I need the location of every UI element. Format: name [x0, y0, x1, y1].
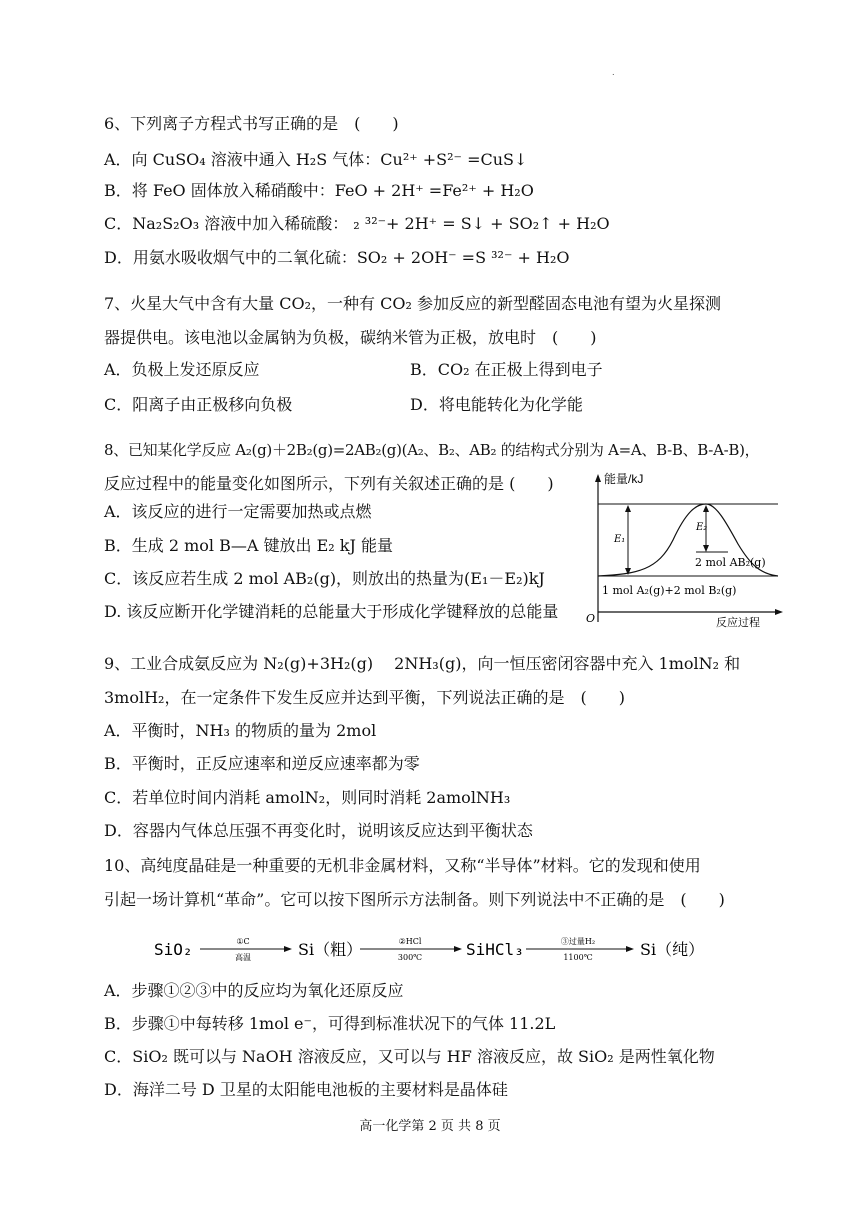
- q7-option-d: D．将电能转化为化学能: [410, 395, 583, 414]
- flow-si-crude: Si（粗）: [298, 940, 363, 959]
- flow-si-pure: Si（纯）: [640, 940, 705, 959]
- flow-sihcl3: SiHCl₃: [466, 940, 524, 959]
- graph-e2: E₂: [696, 522, 708, 533]
- q7-option-c: C．阳离子由正极移向负极: [104, 395, 293, 414]
- q9-stem-2: 3molH₂，在一定条件下发生反应并达到平衡，下列说法正确的是 ( ): [104, 688, 625, 707]
- q10-option-a: A．步骤①②③中的反应均为氧化还原反应: [104, 981, 404, 1000]
- graph-origin: O: [586, 612, 596, 625]
- q8-stem-2: 反应过程中的能量变化如图所示，下列有关叙述正确的是 ( ): [104, 474, 554, 493]
- q9-stem-1: 9、工业合成氨反应为 N₂(g)+3H₂(g) 2NH₃(g)，向一恒压密闭容器中充入 1molN₂ 和: [104, 654, 741, 673]
- q6-option-b: B．将 FeO 固体放入稀硝酸中：FeO + 2H⁺ =Fe²⁺ + H₂O: [104, 181, 534, 200]
- graph-ylabel: 能量/kJ: [604, 472, 644, 486]
- top-mark: .: [612, 68, 615, 77]
- q6-option-c: C．Na₂S₂O₃ 溶液中加入稀硫酸： ₂ ³²⁻+ 2H⁺ = S↓ + SO₂↑ + H₂O: [104, 214, 610, 233]
- q10-option-d: D．海洋二号 D 卫星的太阳能电池板的主要材料是晶体硅: [104, 1080, 508, 1099]
- q7-option-b: B．CO₂ 在正极上得到电子: [410, 360, 603, 379]
- graph-e1: E₁: [614, 534, 626, 545]
- flow-arrow2-top: ②HCl: [398, 937, 422, 946]
- q6-option-a: A．向 CuSO₄ 溶液中通入 H₂S 气体：Cu²⁺ +S²⁻ =CuS↓: [104, 150, 528, 169]
- q10-option-c: C．SiO₂ 既可以与 NaOH 溶液反应，又可以与 HF 溶液反应，故 SiO₂ 是两性氧化物: [104, 1047, 715, 1066]
- energy-diagram: [588, 470, 788, 632]
- q7-option-a: A．负极上发还原反应: [104, 360, 260, 379]
- graph-xlabel: 反应过程: [716, 617, 760, 629]
- silicon-process-flow: [148, 932, 708, 966]
- graph-reactant: 1 mol A₂(g)+2 mol B₂(g): [602, 584, 737, 597]
- q9-option-d: D．容器内气体总压强不再变化时，说明该反应达到平衡状态: [104, 821, 533, 840]
- q8-option-a: A．该反应的进行一定需要加热或点燃: [104, 502, 372, 521]
- q8-option-c: C．该反应若生成 2 mol AB₂(g)，则放出的热量为(E₁－E₂)kJ: [104, 569, 545, 588]
- q10-stem-2: 引起一场计算机“革命”。它可以按下图所示方法制备。则下列说法中不正确的是 ( ): [104, 890, 725, 909]
- q8-option-b: B．生成 2 mol B—A 键放出 E₂ kJ 能量: [104, 536, 393, 555]
- q6-option-d: D．用氨水吸收烟气中的二氧化硫：SO₂ + 2OH⁻ =S ³²⁻ + H₂O: [104, 248, 570, 267]
- page-footer: 高一化学第 2 页 共 8 页: [359, 1119, 501, 1134]
- q7-stem-1: 7、火星大气中含有大量 CO₂，一种有 CO₂ 参加反应的新型醛固态电池有望为火星探测: [104, 294, 721, 313]
- flow-sio2: SiO₂: [154, 940, 193, 959]
- flow-arrow2-bottom: 300℃: [397, 953, 423, 962]
- q9-option-a: A．平衡时，NH₃ 的物质的量为 2mol: [104, 721, 377, 740]
- flow-arrow1-top: ①C: [236, 937, 250, 946]
- q10-option-b: B．步骤①中每转移 1mol e⁻，可得到标准状况下的气体 11.2L: [104, 1014, 556, 1033]
- q9-option-c: C．若单位时间内消耗 amolN₂，则同时消耗 2amolNH₃: [104, 788, 511, 807]
- q9-option-b: B．平衡时，正反应速率和逆反应速率都为零: [104, 754, 420, 773]
- flow-arrow3-bottom: 1100℃: [563, 953, 593, 962]
- q7-stem-2: 器提供电。该电池以金属钠为负极，碳纳米管为正极，放电时 ( ): [104, 328, 597, 347]
- flow-arrow1-bottom: 高温: [235, 953, 251, 962]
- flow-arrow3-top: ③过量H₂: [560, 937, 596, 946]
- q10-stem-1: 10、高纯度晶硅是一种重要的无机非金属材料，又称“半导体”材料。它的发现和使用: [104, 856, 701, 875]
- q8-stem-1: 8、已知某化学反应 A₂(g)＋2B₂(g)=2AB₂(g)(A₂、B₂、AB₂ 的结构式分别为 A=A、B-B、B-A-B)，: [104, 441, 760, 459]
- graph-product: 2 mol AB₂(g): [695, 556, 766, 569]
- q8-option-d: D. 该反应断开化学键消耗的总能量大于形成化学键释放的总能量: [104, 602, 559, 621]
- q6-stem: 6、下列离子方程式书写正确的是 ( ): [104, 114, 399, 133]
